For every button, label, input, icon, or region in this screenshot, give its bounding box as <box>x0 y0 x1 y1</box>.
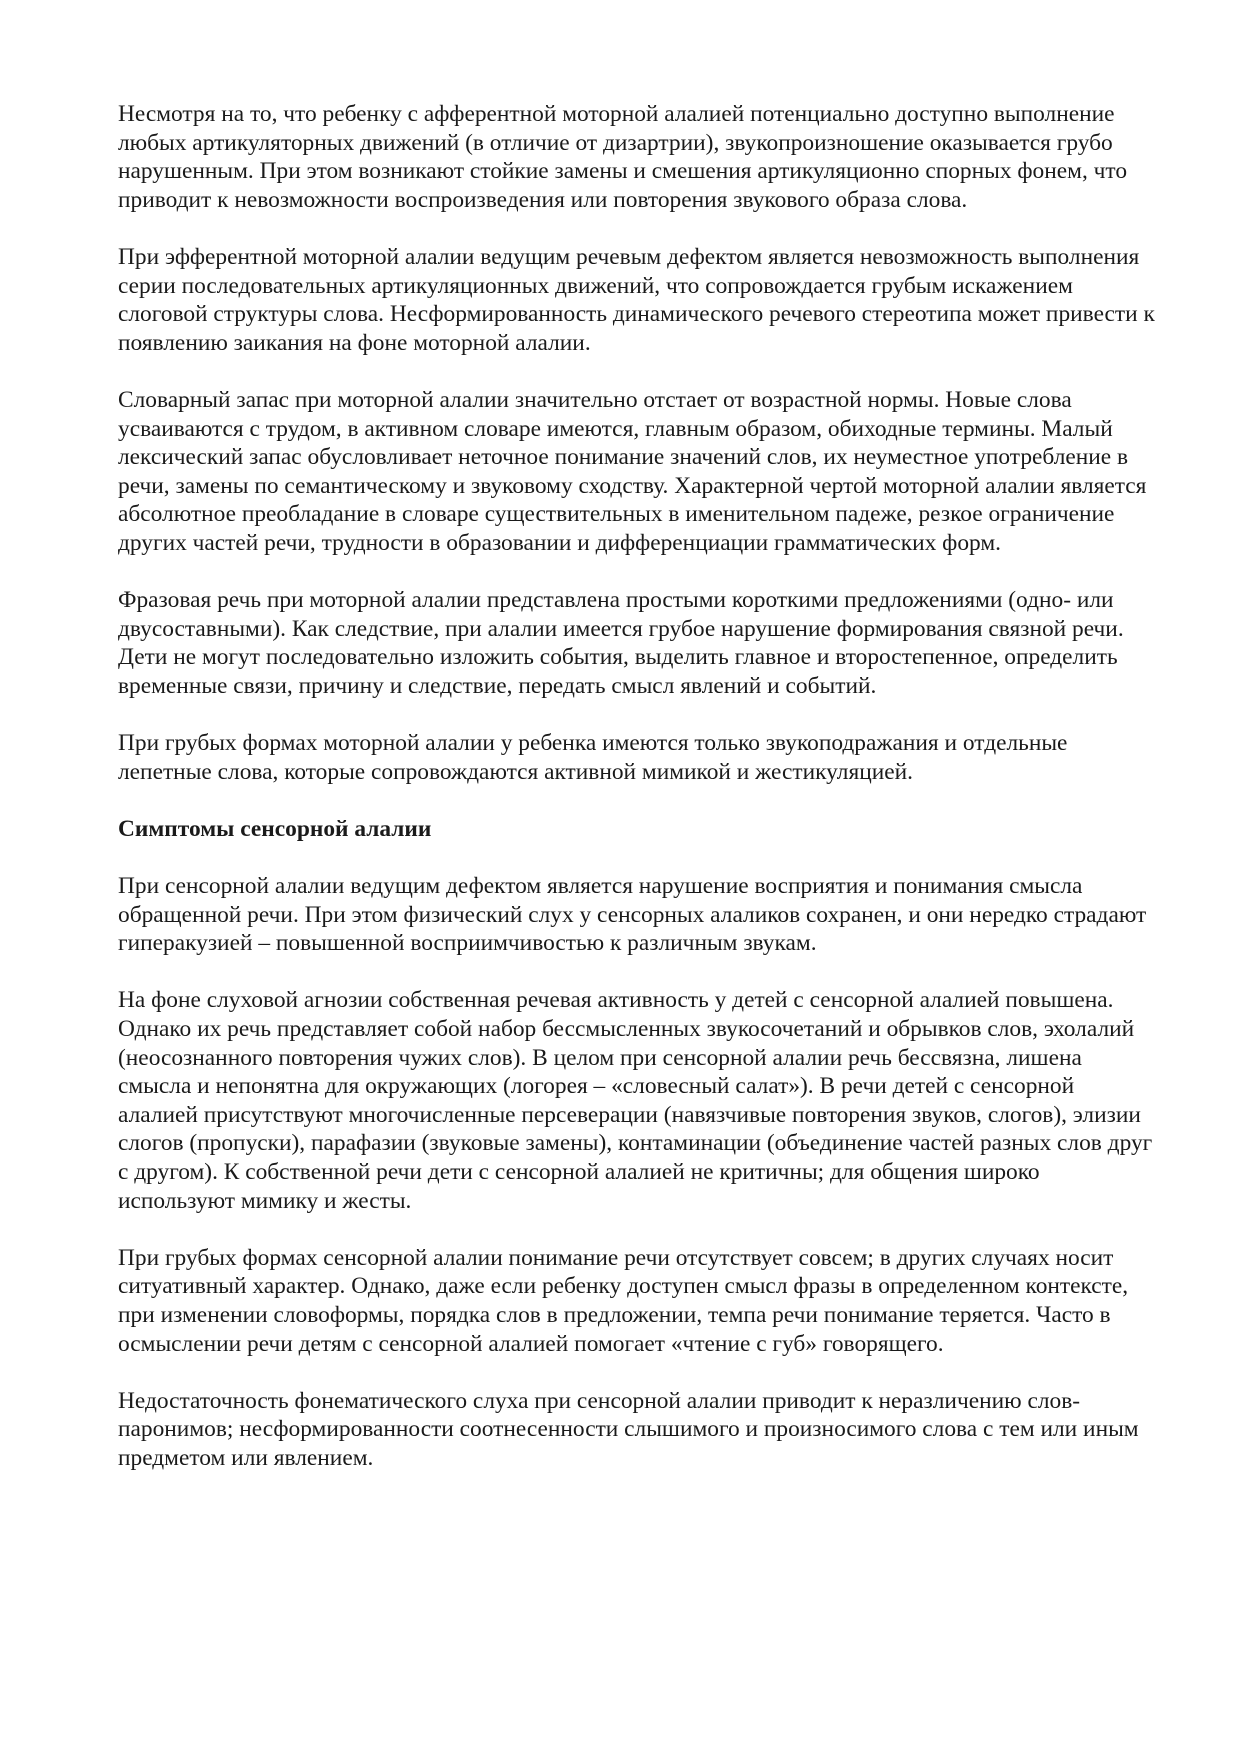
paragraph-afferent-alalia: Несмотря на то, что ребенку с афферентной моторной алалией потенциально доступно выполнение любых артикуляторных движений (в отличие от дизартрии), звукопроизношение оказывается грубо нарушенным. При этом возникают стойкие замены и смешения артикуляционно спорных фонем, что приводит к невозможности воспроизведения или повторения звукового образа слова. <box>118 101 1128 213</box>
paragraph-efferent-alalia: При эфферентной моторной алалии ведущим речевым дефектом является невозможность выполнения серии последовательных артикуляционных движений, что сопровождается грубым искажением слоговой структуры слова. Несформированность динамического речевого стереотипа может привести к появлению заикания на фоне моторной алалии. <box>118 243 1155 356</box>
paragraph-auditory-agnosia: На фоне слуховой агнозии собственная речевая активность у детей с сенсорной алалией повышена. Однако их речь представляет собой набор бессмысленных звукосочетаний и обрывков слов, эхолалий (неосознанного повторения чужих слов). В целом при сенсорной алалии речь бессвязна, лишена смысла и непонятна для окружающих (логорея – «словесный салат»). В речи детей с сенсорной алалией присутствуют многочисленные персеверации (навязчивые повторения звуков, слогов), элизии слогов (пропуски), парафазии (звуковые замены), контаминации (объединение частей разных слов друг с другом). К собственной речи дети с сенсорной алалией не критичны; для общения широко используют мимику и жесты. <box>118 987 1153 1214</box>
paragraph-sensory-defect: При сенсорной алалии ведущим дефектом является нарушение восприятия и понимания смысла обращенной речи. При этом физический слух у сенсорных алаликов сохранен, и они нередко страдают гиперакузией – повышенной восприимчивостью к различным звукам. <box>118 873 1147 957</box>
section-heading: Симптомы сенсорной алалии <box>118 815 432 842</box>
paragraph-vocabulary: Словарный запас при моторной алалии значительно отстает от возрастной нормы. Новые слова усваиваются с трудом, в активном словаре имеются, главным образом, обиходные термины. Малый лексический запас обусловливает неточное понимание значений слов, их неуместное употребление в речи, замены по семантическому и звуковому сходству. Характерной чертой моторной алалии является абсолютное преобладание в словаре существительных в именительном падеже, резкое ограничение других частей речи, трудности в образовании и дифференциации грамматических форм. <box>118 386 1147 556</box>
paragraph-severe-sensory-forms: При грубых формах сенсорной алалии понимание речи отсутствует совсем; в других случаях носит ситуативный характер. Однако, даже если ребенку доступен смысл фразы в определенном контексте, при изменении словоформы, порядка слов в предложении, темпа речи понимание теряется. Часто в осмыслении речи детям с сенсорной алалией помогает «чтение с губ» говорящего. <box>118 1244 1129 1357</box>
paragraph-phrasal-speech: Фразовая речь при моторной алалии представлена простыми короткими предложениями (одно- или двусоставными). Как следствие, при алалии имеется грубое нарушение формирования связной речи. Дети не могут последовательно изложить события, выделить главное и второстепенное, определить временные связи, причину и следствие, передать смысл явлений и событий. <box>118 587 1124 699</box>
paragraph-phonemic-hearing: Недостаточность фонематического слуха при сенсорной алалии приводит к неразличению слов-паронимов; несформированности соотнесенности слышимого и произносимого слова с тем или иным предметом или явлением. <box>118 1387 1139 1471</box>
paragraph-severe-motor-forms: При грубых формах моторной алалии у ребенка имеются только звукоподражания и отдельные лепетные слова, которые сопровождаются активной мимикой и жестикуляцией. <box>118 730 1068 785</box>
document-page <box>118 100 1158 1501</box>
